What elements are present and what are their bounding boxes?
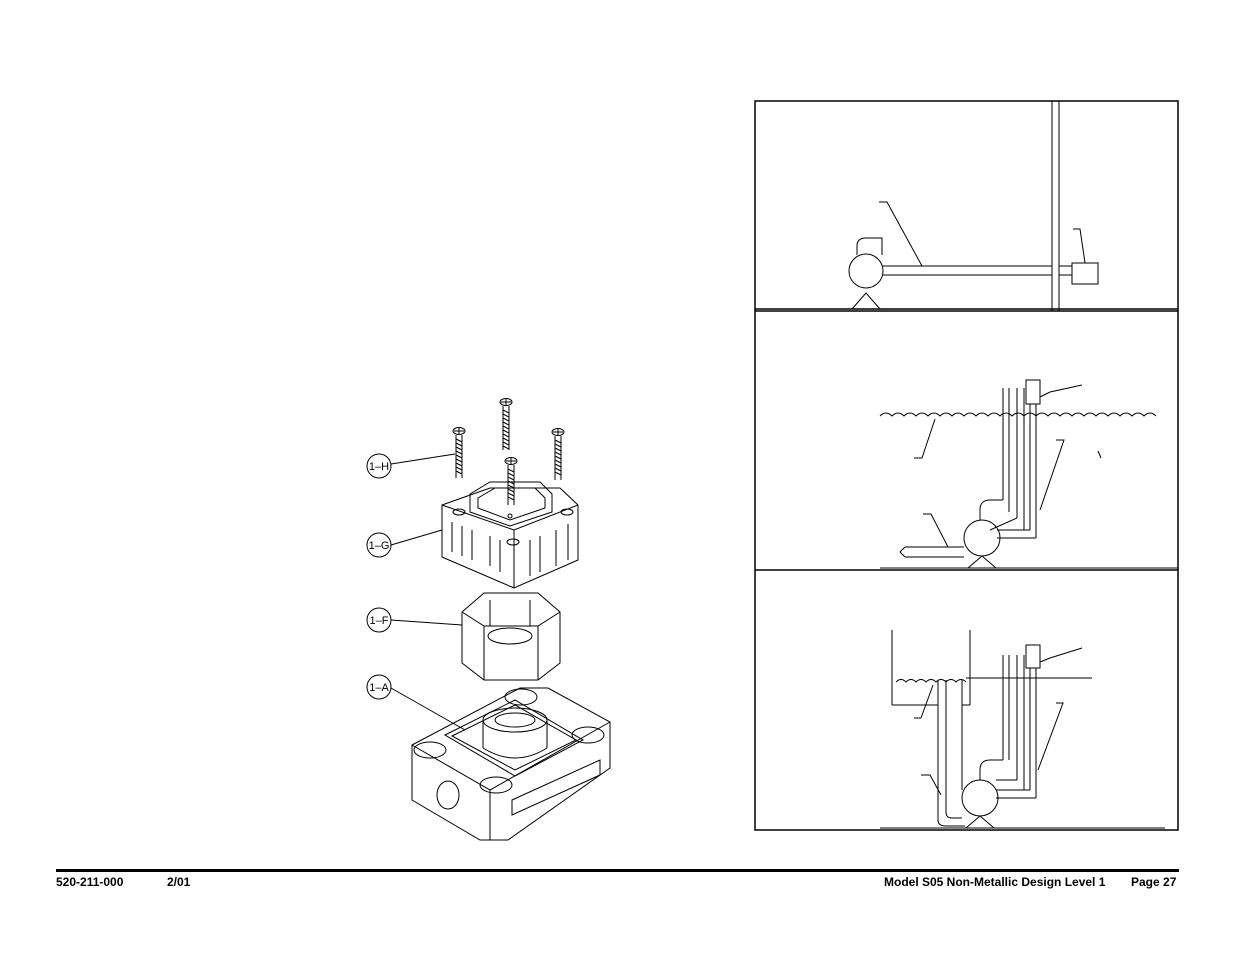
doc-date: 2/01 <box>167 875 191 889</box>
panel-suction-lift <box>880 630 1165 828</box>
model-title: Model S05 Non-Metallic Design Level 1 <box>884 875 1106 889</box>
panel-submerged <box>880 380 1178 568</box>
doc-number: 520-211-000 <box>56 875 124 889</box>
callout-1g: 1–G <box>368 540 390 552</box>
page-number: Page 27 <box>1131 875 1177 889</box>
callout-1a: 1–A <box>369 682 389 694</box>
callout-1f: 1–F <box>369 615 389 627</box>
callout-1h: 1–H <box>368 461 390 473</box>
footer-rule <box>56 869 1179 872</box>
panel-floor-mounted <box>755 101 1178 311</box>
